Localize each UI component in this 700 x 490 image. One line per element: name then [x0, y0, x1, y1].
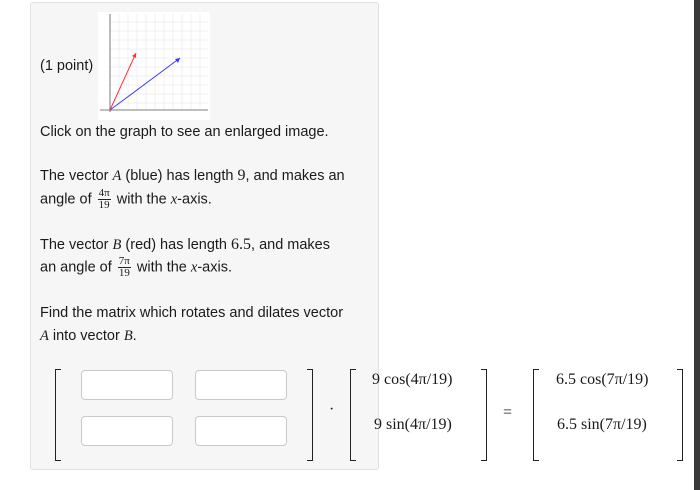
text: into vector: [48, 328, 124, 344]
text: with the: [132, 259, 191, 276]
dot-operator: ·: [329, 401, 335, 418]
axis-symbol: x: [190, 259, 198, 276]
vector-b-right-bracket: [677, 369, 683, 461]
graph-background: [98, 12, 210, 120]
angle-numerator: 7π: [118, 255, 130, 267]
vector-b-symbol: B: [123, 328, 133, 344]
vector-a-left-bracket: [350, 369, 356, 461]
question-line-2: [40, 325, 137, 348]
angle-denominator: 19: [118, 267, 130, 279]
matrix-left-bracket: [55, 369, 61, 461]
vector-graph[interactable]: [98, 12, 210, 120]
text: -axis.: [177, 191, 212, 208]
question-line-1: Find the matrix which rotates and dilates vector: [40, 305, 344, 321]
axis-symbol: x: [170, 191, 178, 208]
vector-a-line-2: [40, 188, 212, 211]
text: , and makes an: [245, 168, 345, 184]
vector-a-y-component: 9 sin(4π/19): [374, 416, 452, 433]
vector-b-left-bracket: [533, 369, 539, 461]
text: (red) has length: [121, 237, 232, 253]
text: with the: [112, 191, 171, 208]
text: angle of: [40, 191, 96, 208]
matrix-input-r1c2[interactable]: [195, 370, 287, 400]
scrollbar[interactable]: [694, 0, 700, 490]
vector-a-line-1: [40, 164, 345, 188]
vector-b-y-component: 6.5 sin(7π/19): [557, 416, 647, 433]
text: The vector: [40, 237, 113, 253]
text: -axis.: [197, 259, 232, 276]
vector-a-symbol: A: [40, 328, 49, 344]
graph-instruction: Click on the graph to see an enlarged image.: [40, 124, 329, 140]
vector-b-symbol: B: [112, 237, 122, 253]
angle-numerator: 4π: [98, 187, 110, 199]
equals-sign: =: [503, 404, 513, 421]
vector-a-angle: [98, 188, 111, 211]
vector-b-line-2: [40, 256, 232, 279]
vector-b-length: 6.5: [231, 236, 252, 253]
text: The vector: [40, 168, 113, 184]
matrix-input-r2c1[interactable]: [81, 416, 173, 446]
vector-b-x-component: 6.5 cos(7π/19): [556, 371, 649, 388]
text: .: [132, 328, 137, 344]
text: (blue) has length: [121, 168, 238, 184]
vector-a-length: 9: [237, 167, 246, 184]
matrix-input-r1c1[interactable]: [81, 370, 173, 400]
vector-a-x-component: 9 cos(4π/19): [372, 371, 453, 388]
angle-denominator: 19: [98, 199, 110, 211]
matrix-right-bracket: [307, 369, 313, 461]
points-label: (1 point): [40, 58, 94, 74]
vector-a-symbol: A: [112, 168, 122, 184]
matrix-input-r2c2[interactable]: [195, 416, 287, 446]
vector-a-right-bracket: [481, 369, 487, 461]
text: an angle of: [40, 259, 116, 276]
text: , and makes: [251, 237, 331, 253]
vector-b-line-1: [40, 233, 330, 257]
vector-b-angle: [118, 256, 131, 279]
